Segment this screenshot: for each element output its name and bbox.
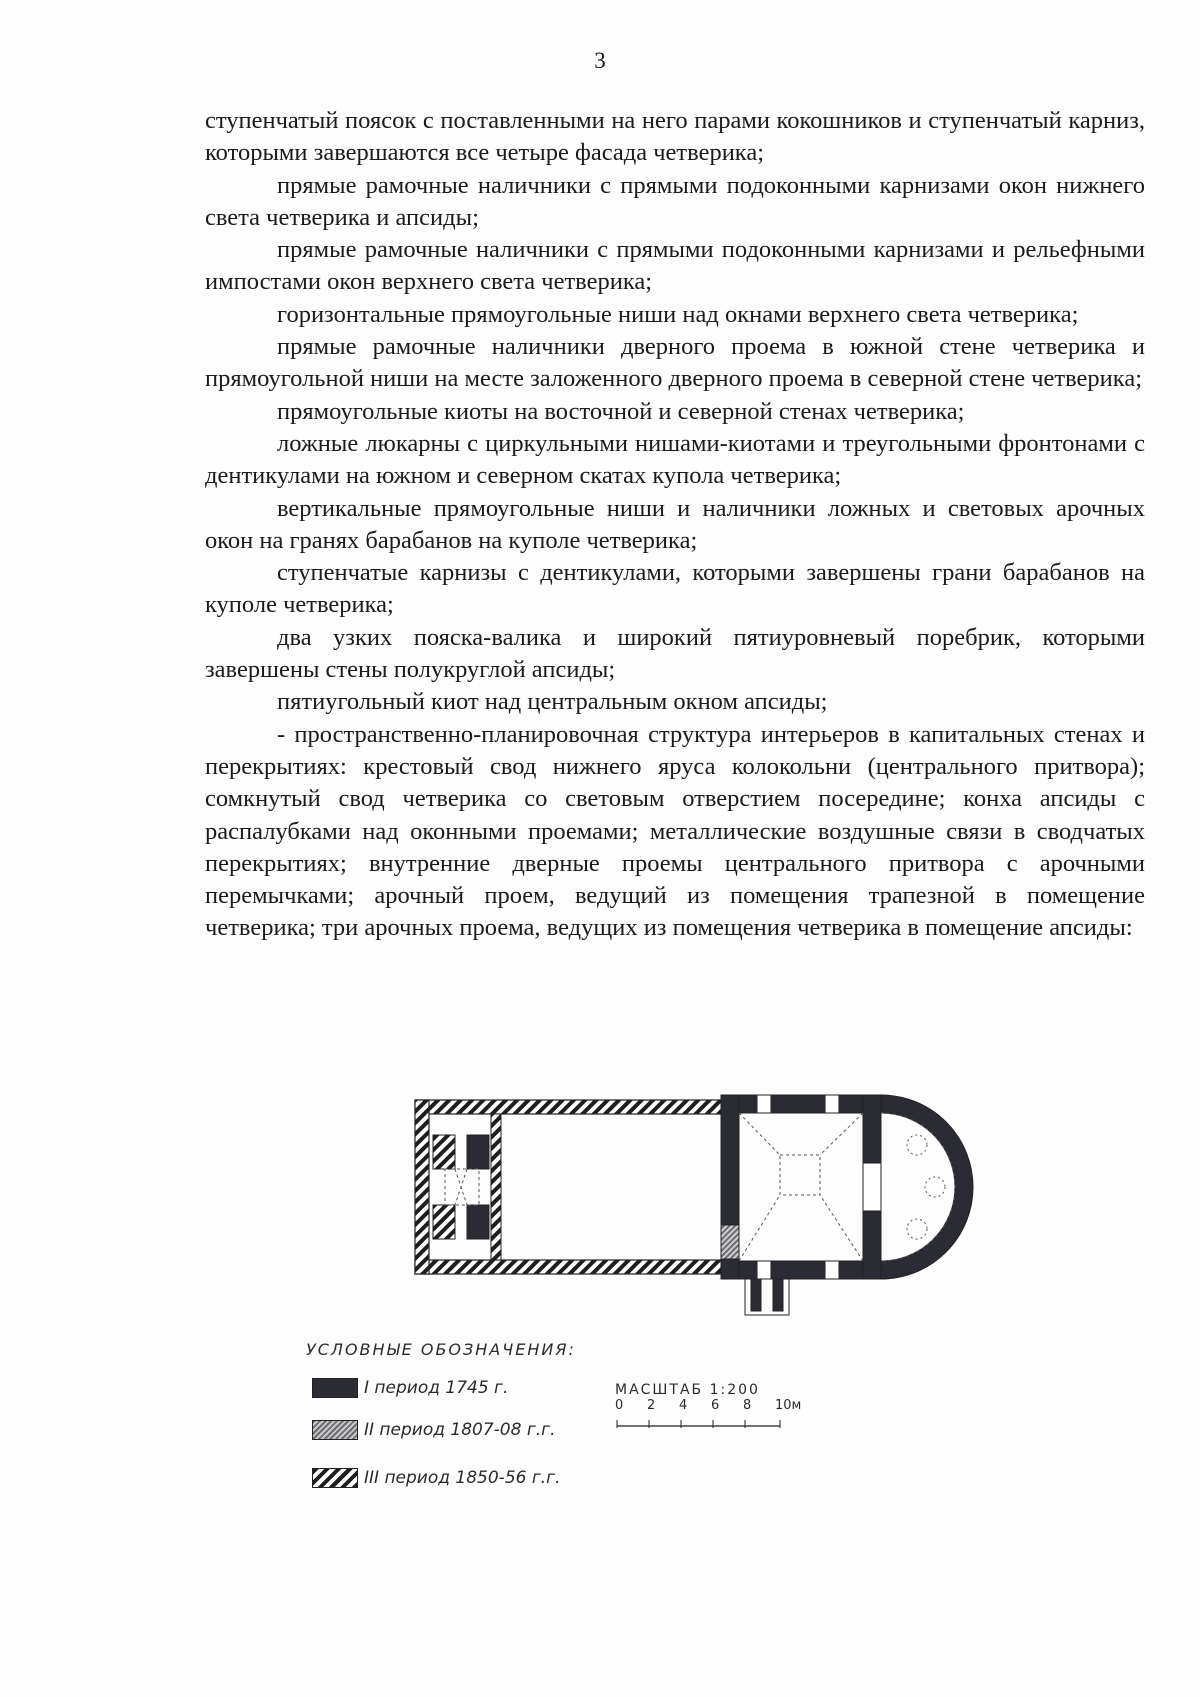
scale-tick: 0: [615, 1398, 624, 1413]
legend-label: II период 1807-08 г.г.: [364, 1420, 556, 1440]
scale-tick: 4: [679, 1398, 688, 1413]
legend-title: УСЛОВНЫЕ ОБОЗНАЧЕНИЯ:: [306, 1340, 576, 1359]
page-number: 3: [594, 48, 606, 73]
legend-swatch: [312, 1468, 358, 1488]
scale-bar-block: [615, 1382, 825, 1435]
paragraph: прямоугольные киоты на восточной и северной стенах четверика;: [277, 397, 965, 425]
paragraph: два узких пояска-валика и широкий пятиуровневый поребрик, которыми завершены стены полукруглой апсиды;: [205, 623, 1145, 684]
scale-tick: 6: [711, 1398, 720, 1413]
scale-tick: 10м: [775, 1398, 802, 1413]
legend-swatch: [312, 1378, 358, 1398]
paragraph: вертикальные прямоугольные ниши и наличники ложных и световых арочных окон на гранях барабанов на куполе четверика;: [205, 494, 1145, 554]
apse-walls: [881, 1095, 973, 1279]
bell-tower-pillars: [433, 1135, 489, 1239]
paragraph: ложные люкарны с циркульными нишами-киотами и треугольными фронтонами с дентикулами на южном и северном скатах купола четверика;: [205, 429, 1145, 490]
paragraph: прямые рамочные наличники с прямыми подоконными карнизами окон нижнего света четверика и апсиды;: [205, 171, 1145, 231]
scale-ruler: [615, 1416, 790, 1430]
legend-item-period-2: [312, 1417, 556, 1443]
refectory-walls: [415, 1100, 735, 1274]
paragraph: ступенчатый поясок с поставленными на него парами кокошников и ступенчатый карниз, которыми завершаются все четыре фасада четверика;: [205, 107, 1145, 167]
scale-tick: 8: [743, 1398, 752, 1413]
body-text: [205, 105, 1145, 945]
scale-title: МАСШТАБ 1:200: [615, 1382, 760, 1398]
legend-swatch: [312, 1420, 358, 1440]
legend-label: I период 1745 г.: [364, 1378, 509, 1398]
paragraph: горизонтальные прямоугольные ниши над окнами верхнего света четверика;: [277, 300, 1079, 328]
legend-label: III период 1850-56 г.г.: [364, 1468, 561, 1488]
legend-item-period-1: [312, 1375, 508, 1401]
legend-item-period-3: [312, 1465, 561, 1491]
paragraph: - пространственно-планировочная структура интерьеров в капитальных стенах и перекрытиях: крестовый свод нижнего яруса колокольни (центрального притвора); сомкнутый свод четверика со световым отверстием посередине; конха апсиды с распалубками над оконными проемами; металлические воздушные связи в сводчатых перекрытиях; внутренние дверные проемы центрального притвора с арочными перемычками; арочный проем, ведущий из помещения трапезной в помещение четверика; три арочных проема, ведущих из помещения четверика в помещение апсиды:: [205, 720, 1145, 942]
scale-ticks: [615, 1398, 825, 1416]
paragraph: ступенчатые карнизы с дентикулами, которыми завершены грани барабанов на куполе четверика;: [205, 559, 1145, 619]
paragraph: пятиугольный киот над центральным окном апсиды;: [277, 688, 828, 716]
quadrangle-walls: [721, 1095, 881, 1279]
paragraph: прямые рамочные наличники с прямыми подоконными карнизами и рельефными импостами окон верхнего света четверика;: [205, 236, 1145, 296]
south-porch: [745, 1279, 789, 1315]
floor-plan-drawing: [405, 1085, 1045, 1335]
paragraph: прямые рамочные наличники дверного проема в южной стене четверика и прямоугольной ниши на месте заложенного дверного проема в северной стене четверика;: [205, 333, 1145, 393]
scale-tick: 2: [647, 1398, 656, 1413]
